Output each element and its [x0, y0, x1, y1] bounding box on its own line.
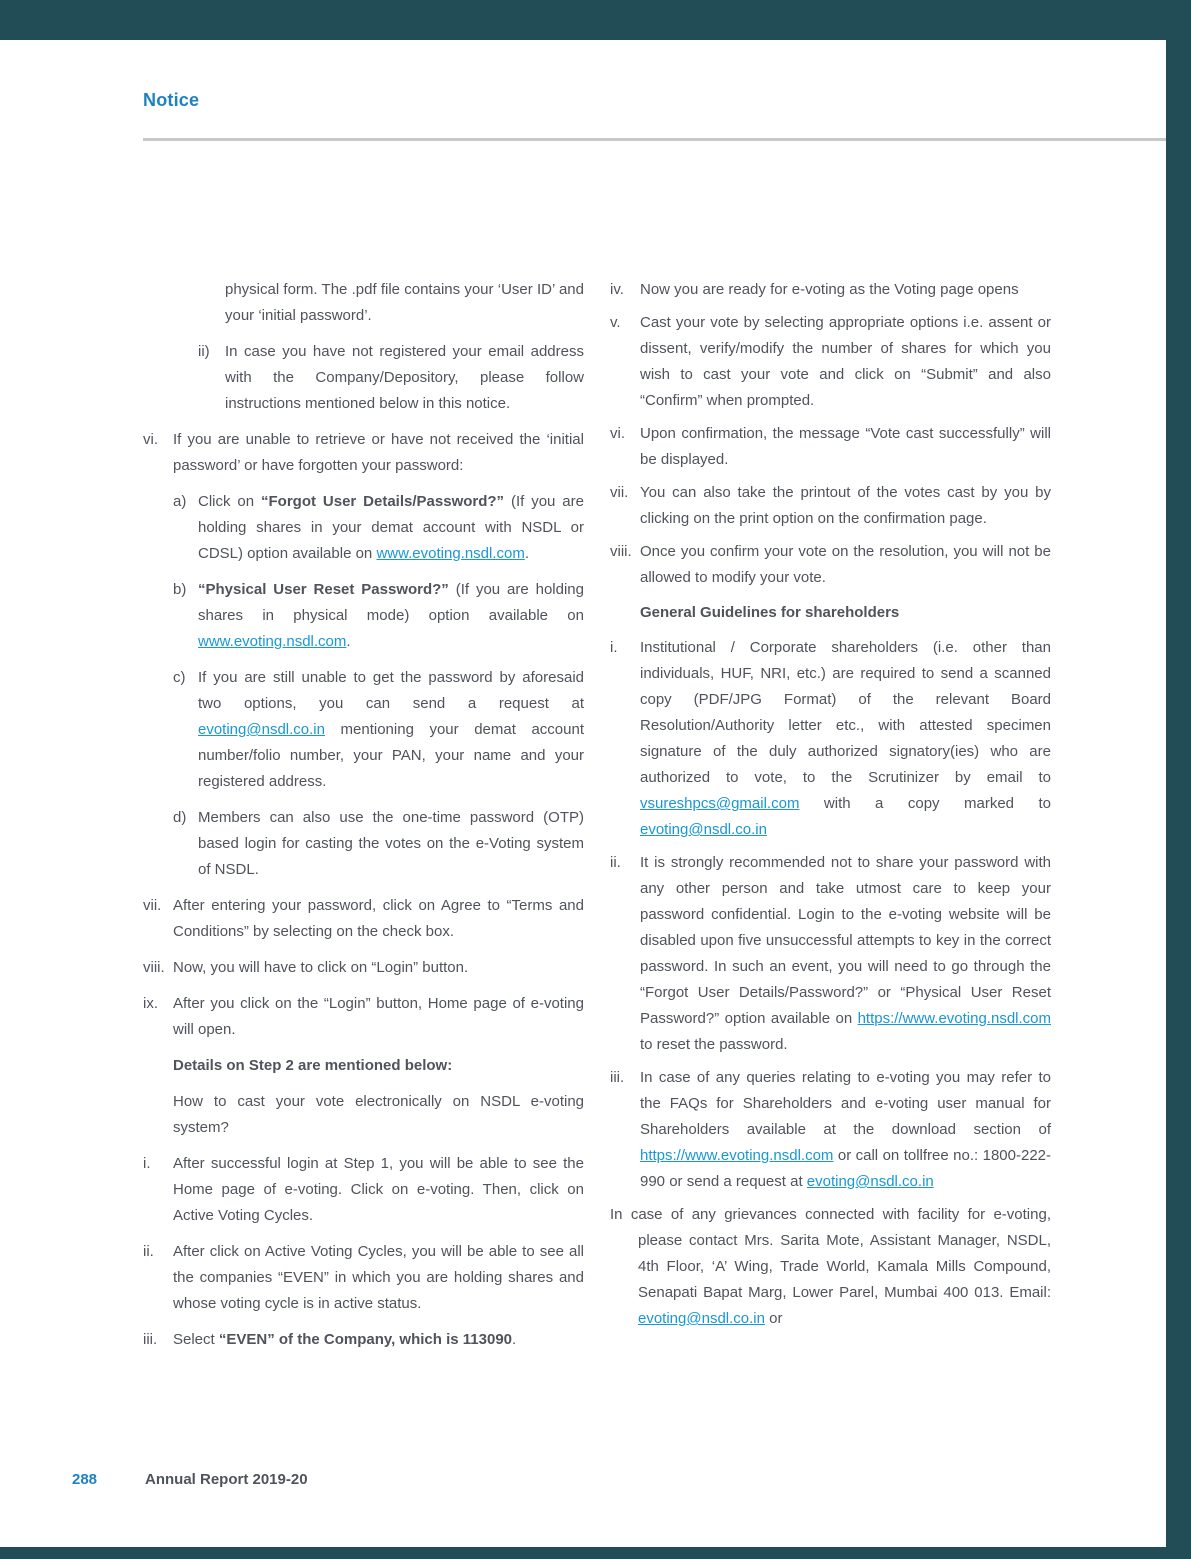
text-segment: In case of any grievances connected with facility for e-voting, please contact Mrs. Sarita Mote, Assistant Manager, NSDL, 4th Floor, ‘A’ Wing, Trade World, Kamala Mills Compound, Senapati Bapat Marg, Lower Parel, Mumbai 400 013. Email: [610, 1206, 1051, 1301]
list-marker: i. [143, 1155, 151, 1172]
link-evoting-nsdl-co-in[interactable]: evoting@nsdl.co.in [638, 1310, 765, 1327]
right-border-band [1166, 0, 1191, 1559]
link-vsureshpcs-gmail-com[interactable]: vsureshpcs@gmail.com [640, 795, 800, 812]
list-item [610, 1065, 1051, 1195]
list-marker: ii. [143, 1243, 154, 1260]
list-item [143, 665, 584, 795]
list-item [143, 955, 584, 981]
text-segment: Details on Step 2 are mentioned below: [173, 1057, 453, 1074]
text-segment: Institutional / Corporate shareholders (i.e. other than individuals, HUF, NRI, etc.) are required to send a scanned copy (PDF/JPG Format) of the relevant Board Resolution/Authority letter etc., with attested specimen signature of the duly authorized signatory(ies) who are authorized to vote, to the Scrutinizer by email to [640, 639, 1051, 786]
text-segment: (If you are holding shares in your demat account with NSDL or CDSL) option available on [198, 493, 584, 562]
list-item [610, 850, 1051, 1058]
text-segment: or call on tollfree no.: 1800-222-990 or send a request at [640, 1147, 1051, 1190]
paragraph [143, 277, 584, 329]
paragraph [143, 1089, 584, 1141]
text-segment: You can also take the printout of the votes cast by you by clicking on the print option on the confirmation page. [640, 484, 1051, 527]
list-item [143, 1327, 584, 1353]
text-segment: . [346, 633, 351, 650]
link-www-evoting-nsdl-com[interactable]: www.evoting.nsdl.com [376, 545, 525, 562]
list-item [143, 991, 584, 1043]
list-marker: a) [173, 493, 187, 510]
text-segment: Select [173, 1331, 219, 1348]
link-evoting-nsdl-co-in[interactable]: evoting@nsdl.co.in [198, 721, 325, 738]
text-segment: Now you are ready for e-voting as the Voting page opens [640, 281, 1019, 298]
list-marker: iii. [610, 1069, 625, 1086]
text-segment: physical form. The .pdf file contains your ‘User ID’ and your ‘initial password’. [225, 281, 584, 324]
list-item [610, 277, 1051, 303]
text-segment: After entering your password, click on Agree to “Terms and Conditions” by selecting on the check box. [173, 897, 584, 940]
report-title: Annual Report 2019-20 [145, 1471, 308, 1488]
text-segment: (If you are holding shares in physical mode) option available on [198, 581, 584, 624]
text-segment: After click on Active Voting Cycles, you will be able to see all the companies “EVEN” in which you are holding shares and whose voting cycle is in active status. [173, 1243, 584, 1312]
list-item [610, 539, 1051, 591]
text-segment: If you are still unable to get the password by aforesaid two options, you can send a request at [198, 669, 584, 712]
list-marker: iv. [610, 281, 624, 298]
text-segment: Click on [198, 493, 262, 510]
text-segment: . [512, 1331, 517, 1348]
text-segment: After you click on the “Login” button, Home page of e-voting will open. [173, 995, 584, 1038]
list-item [610, 310, 1051, 414]
list-marker: ii) [198, 343, 210, 360]
link-evoting-nsdl-co-in[interactable]: evoting@nsdl.co.in [806, 1173, 934, 1190]
list-marker: vi. [610, 425, 625, 442]
list-marker: iii. [143, 1331, 158, 1348]
section-heading [143, 1053, 584, 1079]
text-segment: or [764, 1310, 783, 1327]
list-item [143, 893, 584, 945]
page-title: Notice [143, 90, 200, 110]
list-item [610, 421, 1051, 473]
list-marker: ix. [143, 995, 158, 1012]
text-segment: mentioning your demat account number/folio number, your PAN, your name and your registered address. [198, 721, 584, 790]
text-segment: After successful login at Step 1, you will be able to see the Home page of e-voting. Click on e-voting. Then, click on Active Voting Cycles. [173, 1155, 584, 1224]
text-segment: Upon confirmation, the message “Vote cast successfully” will be displayed. [640, 425, 1051, 468]
list-item [143, 805, 584, 883]
list-marker: b) [173, 581, 187, 598]
list-item [143, 1239, 584, 1317]
text-segment: General Guidelines for shareholders [640, 604, 900, 621]
header-rule [143, 138, 1166, 141]
section-heading [610, 600, 1051, 626]
text-segment: to reset the password. [640, 1036, 788, 1053]
list-marker: v. [610, 314, 621, 331]
text-segment: In case of any queries relating to e-voting you may refer to the FAQs for Shareholders and e-voting user manual for Shareholders available at the download section of [640, 1069, 1051, 1138]
top-border-band [0, 0, 1191, 40]
list-item [143, 339, 584, 417]
list-marker: c) [173, 669, 186, 686]
text-segment: How to cast your vote electronically on NSDL e-voting system? [173, 1093, 584, 1136]
list-marker: vii. [143, 897, 162, 914]
list-item [143, 427, 584, 479]
link-https-www-evoting-nsdl-com[interactable]: https://www.evoting.nsdl.com [640, 1147, 834, 1164]
link-https-www-evoting-nsdl-com[interactable]: https://www.evoting.nsdl.com [857, 1010, 1051, 1027]
list-marker: d) [173, 809, 187, 826]
bold-text: “Physical User Reset Password?” [198, 581, 449, 598]
paragraph [610, 1202, 1051, 1332]
list-marker: vi. [143, 431, 158, 448]
list-marker: vii. [610, 484, 629, 501]
list-item [143, 577, 584, 655]
text-segment: If you are unable to retrieve or have not received the ‘initial password’ or have forgotten your password: [173, 431, 584, 474]
list-item [610, 635, 1051, 843]
page-number: 288 [72, 1471, 98, 1488]
text-segment: Now, you will have to click on “Login” button. [173, 959, 469, 976]
list-item [143, 489, 584, 567]
text-segment: In case you have not registered your email address with the Company/Depository, please follow instructions mentioned below in this notice. [225, 343, 584, 412]
list-marker: i. [610, 639, 618, 656]
list-item [610, 480, 1051, 532]
text-segment: . [524, 545, 530, 562]
bottom-border-band [0, 1547, 1191, 1559]
text-segment: Cast your vote by selecting appropriate options i.e. assent or dissent, verify/modify the number of shares for which you wish to cast your vote and click on “Submit” and also “Confirm” when prompted. [640, 314, 1051, 409]
link-evoting-nsdl-co-in[interactable]: evoting@nsdl.co.in [640, 821, 767, 838]
text-segment: It is strongly recommended not to share your password with any other person and take utmost care to keep your password confidential. Login to the e-voting website will be disabled upon five unsuccessful attempts to key in the correct password. In such an event, you will need to go through the “Forgot User Details/Password?” or “Physical User Reset Password?” option available on [640, 854, 1051, 1027]
list-marker: viii. [143, 959, 165, 976]
text-segment: with a copy marked to [799, 795, 1051, 812]
list-marker: ii. [610, 854, 621, 871]
list-marker: viii. [610, 543, 632, 560]
bold-text: “Forgot User Details/Password?” [261, 493, 505, 510]
link-www-evoting-nsdl-com[interactable]: www.evoting.nsdl.com [198, 633, 347, 650]
text-segment: Members can also use the one-time password (OTP) based login for casting the votes on the e-Voting system of NSDL. [198, 809, 584, 878]
list-item [143, 1151, 584, 1229]
right-column [610, 277, 1051, 1339]
bold-text: “EVEN” of the Company, which is 113090 [218, 1331, 513, 1348]
left-column [143, 277, 584, 1363]
text-segment: Once you confirm your vote on the resolution, you will not be allowed to modify your vote. [640, 543, 1051, 586]
